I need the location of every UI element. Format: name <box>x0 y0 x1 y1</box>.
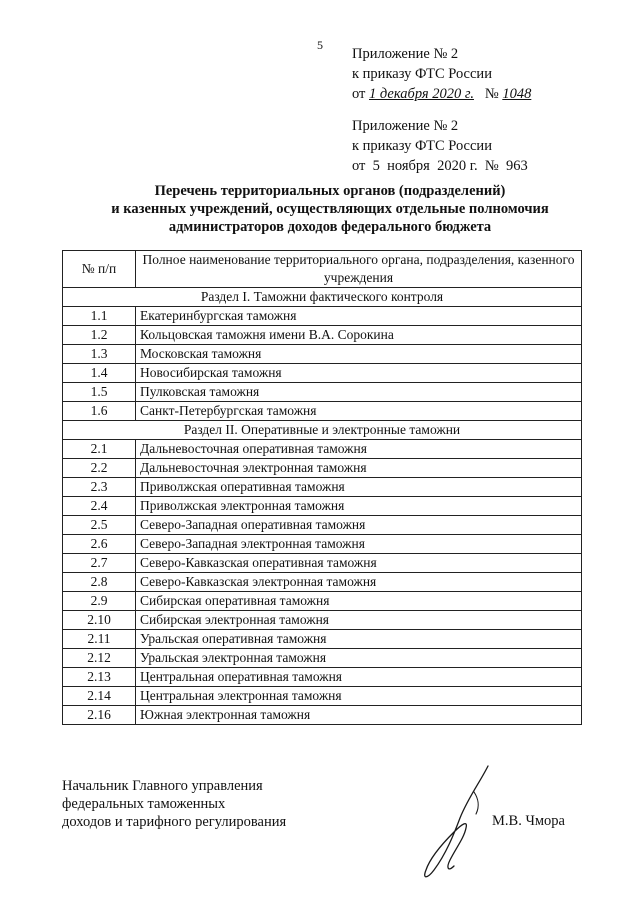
table-row <box>63 649 582 668</box>
row-num: 1.4 <box>63 364 136 383</box>
table-row <box>63 478 582 497</box>
row-name: Уральская оперативная таможня <box>136 630 582 649</box>
row-num: 2.14 <box>63 687 136 706</box>
row-name: Дальневосточная электронная таможня <box>136 459 582 478</box>
table-row <box>63 554 582 573</box>
section-title: Раздел I. Таможни фактического контроля <box>63 288 582 307</box>
row-num: 2.11 <box>63 630 136 649</box>
section-title: Раздел II. Оперативные и электронные таможни <box>63 421 582 440</box>
table-row <box>63 497 582 516</box>
row-num: 1.5 <box>63 383 136 402</box>
row-num: 2.12 <box>63 649 136 668</box>
table-body <box>63 288 582 725</box>
annex-new-prefix: от <box>352 86 366 102</box>
row-name: Кольцовская таможня имени В.А. Сорокина <box>136 326 582 345</box>
table-row <box>63 383 582 402</box>
row-name: Центральная электронная таможня <box>136 687 582 706</box>
row-name: Уральская электронная таможня <box>136 649 582 668</box>
section-row <box>63 421 582 440</box>
table-row <box>63 611 582 630</box>
row-num: 2.10 <box>63 611 136 630</box>
customs-table <box>62 250 582 725</box>
table-row <box>63 687 582 706</box>
table-row <box>63 516 582 535</box>
row-name: Московская таможня <box>136 345 582 364</box>
section-row <box>63 288 582 307</box>
annex-block-new <box>352 44 531 104</box>
row-num: 2.3 <box>63 478 136 497</box>
document-title <box>60 182 600 236</box>
row-num: 2.13 <box>63 668 136 687</box>
signatory-name: М.В. Чмора <box>492 813 565 829</box>
row-num: 1.6 <box>63 402 136 421</box>
annex-old-line3: от 5 ноября 2020 г. № 963 <box>352 158 528 174</box>
row-name: Сибирская оперативная таможня <box>136 592 582 611</box>
annex-old-line2: к приказу ФТС России <box>352 138 492 154</box>
annex-new-num-label: № <box>484 86 499 102</box>
title-line2: и казенных учреждений, осуществляющих отдельные полномочия <box>111 201 549 217</box>
row-num: 2.7 <box>63 554 136 573</box>
row-name: Приволжская оперативная таможня <box>136 478 582 497</box>
row-name: Новосибирская таможня <box>136 364 582 383</box>
row-name: Сибирская электронная таможня <box>136 611 582 630</box>
header-name: Полное наименование территориального органа, подразделения, казенного учреждения <box>136 251 582 288</box>
row-num: 2.4 <box>63 497 136 516</box>
table-row <box>63 630 582 649</box>
table-row <box>63 345 582 364</box>
annex-new-date: 1 декабря 2020 г. <box>369 86 474 102</box>
table-row <box>63 573 582 592</box>
position-line3: доходов и тарифного регулирования <box>62 814 287 830</box>
annex-block-old <box>352 116 528 176</box>
row-name: Северо-Западная оперативная таможня <box>136 516 582 535</box>
row-name: Южная электронная таможня <box>136 706 582 725</box>
position-line1: Начальник Главного управления <box>62 778 263 794</box>
row-num: 2.16 <box>63 706 136 725</box>
table-row <box>63 706 582 725</box>
row-name: Дальневосточная оперативная таможня <box>136 440 582 459</box>
row-name: Северо-Западная электронная таможня <box>136 535 582 554</box>
signatory-position <box>62 777 286 831</box>
row-num: 1.2 <box>63 326 136 345</box>
annex-new-number: 1048 <box>502 86 532 102</box>
annex-new-line2: к приказу ФТС России <box>352 66 492 82</box>
table-row <box>63 326 582 345</box>
position-line2: федеральных таможенных <box>62 796 226 812</box>
row-num: 2.8 <box>63 573 136 592</box>
table-row <box>63 402 582 421</box>
row-name: Центральная оперативная таможня <box>136 668 582 687</box>
header-num: № п/п <box>63 251 136 288</box>
row-num: 2.6 <box>63 535 136 554</box>
row-name: Приволжская электронная таможня <box>136 497 582 516</box>
table-row <box>63 459 582 478</box>
table-row <box>63 440 582 459</box>
annex-old-line1: Приложение № 2 <box>352 118 459 134</box>
row-name: Санкт-Петербургская таможня <box>136 402 582 421</box>
row-num: 2.9 <box>63 592 136 611</box>
table-header-row <box>63 251 582 288</box>
row-name: Екатеринбургская таможня <box>136 307 582 326</box>
table-row <box>63 668 582 687</box>
table-row <box>63 364 582 383</box>
title-line1: Перечень территориальных органов (подразделений) <box>154 183 506 199</box>
row-name: Северо-Кавказская оперативная таможня <box>136 554 582 573</box>
table-row <box>63 307 582 326</box>
row-num: 2.5 <box>63 516 136 535</box>
row-num: 2.2 <box>63 459 136 478</box>
annex-new-line1: Приложение № 2 <box>352 46 459 62</box>
row-name: Пулковская таможня <box>136 383 582 402</box>
row-name: Северо-Кавказская электронная таможня <box>136 573 582 592</box>
row-num: 1.1 <box>63 307 136 326</box>
table-row <box>63 535 582 554</box>
table-row <box>63 592 582 611</box>
page-number: 5 <box>317 38 323 52</box>
row-num: 2.1 <box>63 440 136 459</box>
title-line3: администраторов доходов федерального бюджета <box>168 219 492 235</box>
annex-new-line3 <box>352 84 531 104</box>
row-num: 1.3 <box>63 345 136 364</box>
